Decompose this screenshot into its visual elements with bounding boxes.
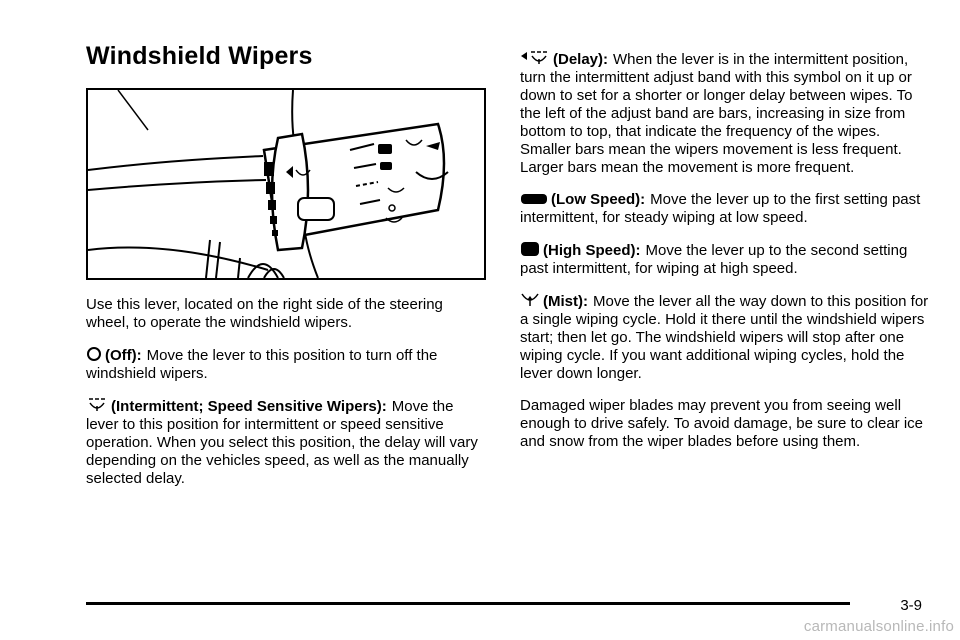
entry-term: (Delay): <box>553 51 609 68</box>
entry-intermittent <box>86 397 488 488</box>
left-column <box>86 296 488 502</box>
mist-wiper-icon <box>520 292 540 308</box>
off-circle-icon <box>86 346 102 362</box>
high-speed-bar-icon <box>520 241 540 257</box>
page-title: Windshield Wipers <box>86 42 313 70</box>
entry-term: (High Speed): <box>543 242 641 259</box>
closing-paragraph: Damaged wiper blades may prevent you from seeing well enough to drive safely. To avoid damage, be sure to clear ice and snow from the wiper blades before using them. <box>520 397 924 450</box>
entry-text: Move the lever up to the first setting past intermittent, for steady wiping at low speed. <box>520 191 921 226</box>
page-number: 3-9 <box>900 597 922 614</box>
entry-high-speed <box>520 241 930 278</box>
low-speed-bar-icon <box>520 192 548 206</box>
delay-wiper-icon <box>520 50 550 66</box>
entry-low-speed <box>520 191 930 227</box>
watermark-text: carmanualsonline.info <box>803 618 954 635</box>
intro-paragraph: Use this lever, located on the right side of the steering wheel, to operate the windshield wipers. <box>86 296 443 331</box>
intermittent-wiper-icon <box>86 397 108 413</box>
entry-term: (Intermittent; Speed Sensitive Wipers): <box>111 398 387 415</box>
entry-term: (Mist): <box>543 293 588 310</box>
wiper-lever-drawing <box>88 90 484 278</box>
wiper-lever-illustration <box>86 88 486 280</box>
entry-term: (Low Speed): <box>551 191 646 208</box>
entry-text: Move the lever all the way down to this position for a single wiping cycle. Hold it there until the windshield wipers start; then let go. The windshield wipers will stop after one wiping cycle. If you want additional wiping cycles, hold the lever down longer. <box>520 293 929 382</box>
entry-text: Move the lever up to the second setting past intermittent, for wiping at high speed. <box>520 242 908 277</box>
right-column <box>520 50 930 465</box>
entry-text: Move the lever to this position to turn off the windshield wipers. <box>86 347 438 382</box>
entry-text: When the lever is in the intermittent position, turn the intermittent adjust band with this symbol on it up or down to set for a shorter or longer delay between wipes. To the left of the adjust band are bars, increasing in size from bottom to top, that indicate the frequency of the wipes. Smaller bars mean the wipers movement is less frequent. Larger bars mean the movement is more frequent. <box>520 51 913 176</box>
entry-delay <box>520 50 930 177</box>
footer-rule <box>86 602 850 605</box>
entry-term: (Off): <box>105 347 142 364</box>
entry-off <box>86 346 488 383</box>
entry-mist <box>520 292 930 383</box>
entry-text: Move the lever to this position for intermittent or speed sensitive operation. When you select this position, the delay will vary depending on the vehicles speed, as well as the manually selected delay. <box>86 398 478 487</box>
